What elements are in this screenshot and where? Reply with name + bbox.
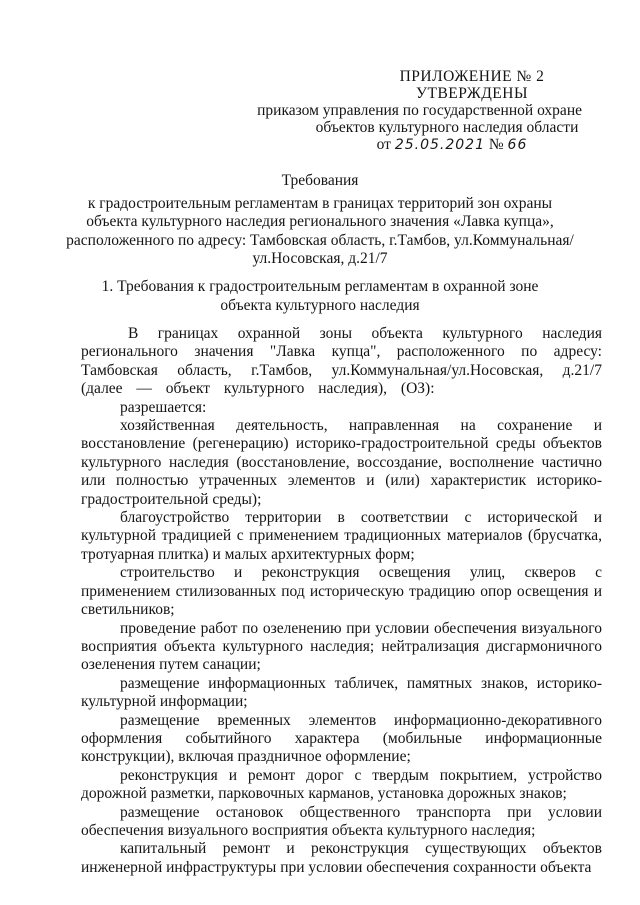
order-line-2: объектов культурного наследия области [315,119,579,136]
title-line-2: объекта культурного наследия регионального значения «Лавка купца», [86,213,554,230]
appendix-label: ПРИЛОЖЕНИЕ № 2 [399,68,545,85]
section-heading [40,278,600,315]
list-item: размещение остановок общественного транспорта при условии обеспечения визуального восприятия объекта культурного наследия; [81,803,602,839]
list-item: проведение работ по озеленению при условии обеспечения визуального восприятия объекта культурного наследия; нейтрализация дисгармоничного озеленения путем санации; [81,619,602,674]
order-date-line [322,136,582,154]
list-item: благоустройство территории в соответствии с исторической и культурной традицией с применением традиционных материалов (брусчатка, тротуарная плитка) и малых архитектурных форм; [81,509,602,563]
number-prefix: № [488,136,504,153]
title-heading: Требования [281,172,359,189]
section-line-1: 1. Требования к градостроительным регламентам в охранной зоне [101,278,539,295]
title-line-1: к градостроительным регламентам в границах территорий зон охраны [87,194,553,212]
date-prefix: от [376,136,391,153]
allowed-label: разрешается: [120,398,207,416]
approved-label: УТВЕРЖДЕНЫ [416,85,528,102]
list-item: размещение временных элементов информационно-декоративного оформления событийного характера (мобильные информационные конструкции), включая праздничное оформление; [81,711,602,766]
handwritten-date: 25.05.2021 [394,137,485,153]
intro-paragraph: В границах охранной зоны объекта культурного наследия регионального значения "Лавка купца", расположенного по адресу: Тамбовская область, г.Тамбов, ул.Коммунальная/ул.Носовская, д.21/7 (далее — объект культурного наследия), (ОЗ): [81,325,602,398]
approval-header [252,68,582,154]
title-line-4: ул.Носовская, д.21/7 [252,250,388,267]
list-item: размещение информационных табличек, памятных знаков, историко-культурной информации; [81,674,602,711]
list-item: капитальный ремонт и реконструкция существующих объектов инженерной инфраструктуры при условии обеспечения сохранности объекта [81,840,602,876]
order-line-1: приказом управления по государственной охране [257,102,582,119]
list-item: хозяйственная деятельность, направленная на сохранение и восстановление (регенерацию) историко-градостроительной среды объектов культурного наследия (восстановление, воссоздание, восполнение частично или полностью утраченных элементов и (или) характеристик историко-градостроительной среды); [81,417,602,508]
handwritten-number: 66 [507,137,528,153]
list-item: строительство и реконструкция освещения улиц, скверов с применением стилизованных под историческую традицию опор освещения и светильников; [81,564,602,619]
document-body [81,325,602,877]
title-line-3: расположенного по адресу: Тамбовская область, г.Тамбов, ул.Коммунальная/ [66,231,574,249]
section-line-2: объекта культурного наследия [220,296,420,314]
list-item: реконструкция и ремонт дорог с твердым покрытием, устройство дорожной разметки, парковочных карманов, установка дорожных знаков; [81,766,602,803]
document-title [40,172,600,269]
